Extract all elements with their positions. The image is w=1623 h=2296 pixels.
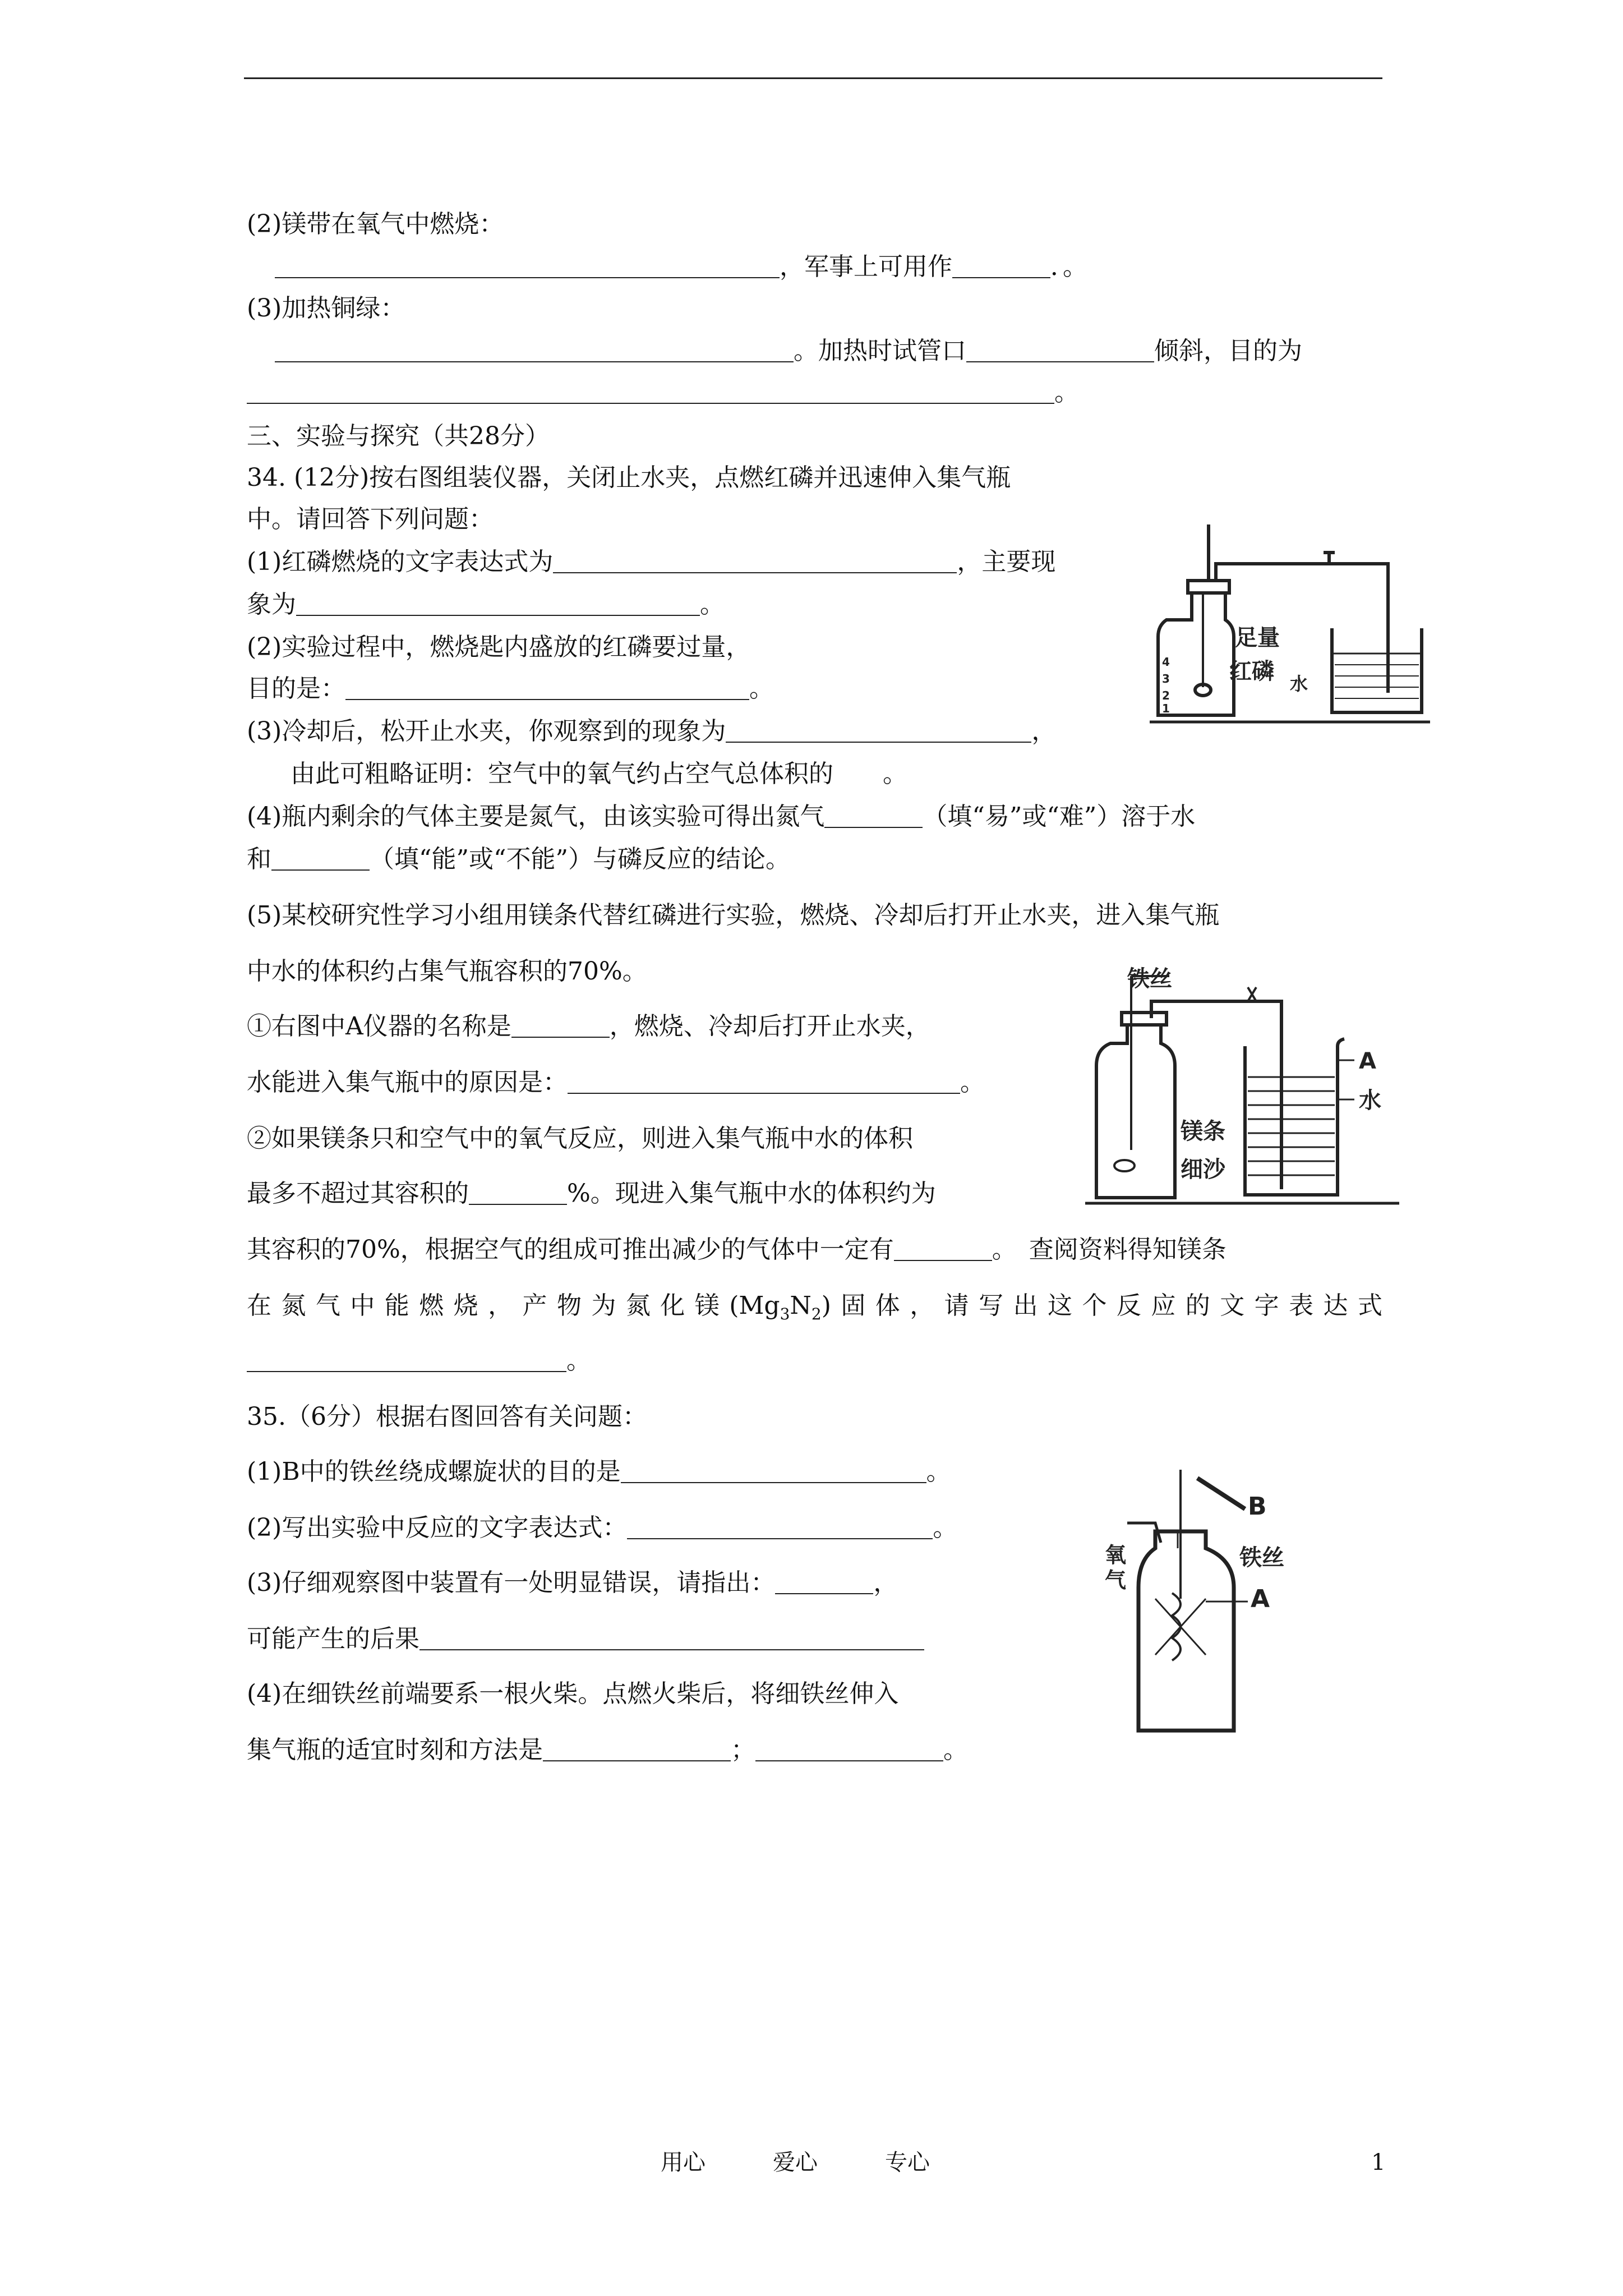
blank[interactable]	[568, 1070, 960, 1094]
q34-s2: ②如果镁条只和空气中的氧气反应，则进入集气瓶中水的体积	[247, 1124, 913, 1153]
scale-2: 2	[1162, 689, 1170, 702]
blank[interactable]	[271, 847, 370, 871]
q34-p2-cont: 目的是： 。	[247, 674, 774, 703]
q34-s2-cont: 最多不超过其容积的 %。现进入集气瓶中水的体积约为	[247, 1179, 936, 1208]
label-B: B	[1248, 1492, 1267, 1521]
q34-p4-cont: 和 （填“能”或“不能”）与磷反应的结论。	[247, 845, 790, 873]
q33-p2-line: ，军事上可用作 ．。	[275, 251, 1087, 283]
q34-s2-cont2: 其容积的70%，根据空气的组成可推出减少的气体中一定有 。 查阅资料得知镁条	[247, 1235, 1227, 1264]
blank[interactable]	[553, 550, 957, 573]
blank[interactable]	[824, 804, 923, 828]
blank[interactable]	[621, 1460, 926, 1483]
q35-intro: 35.（6分）根据右图回答有关问题：	[247, 1402, 647, 1431]
q34-p1: (1)红磷燃烧的文字表达式为 ，主要现	[247, 547, 1056, 576]
label-shui: 水	[1290, 673, 1308, 694]
blank[interactable]	[275, 255, 780, 278]
q35-p3: (3)仔细观察图中装置有一处明显错误，请指出： ，	[247, 1568, 898, 1597]
q34-s2-cont3: 在氮气中能燃烧，产物为氮化镁$(Mg_3N_2)$固体，请写出这个反应的文字表达式	[247, 1291, 1382, 1323]
blank[interactable]	[894, 1237, 992, 1261]
q35-p4-cont: 集气瓶的适宜时刻和方法是 ； 。	[247, 1736, 968, 1764]
label-A: A	[1359, 1048, 1376, 1074]
q34-s1-cont: 水能进入集气瓶中的原因是： 。	[247, 1068, 985, 1097]
blank[interactable]	[247, 1349, 566, 1372]
q33-p3-tail: 。	[247, 377, 1079, 408]
label-meitiao: 镁条	[1181, 1119, 1225, 1144]
label-zuliang: 足量	[1235, 625, 1280, 651]
q34-p3-cont: 由此可粗略证明：空气中的氧气约占空气总体积的 。	[291, 760, 907, 788]
q34-p5: (5)某校研究性学习小组用镁条代替红磷进行实验，燃烧、冷却后打开止水夹，进入集气瓶	[247, 901, 1220, 930]
label-shui: 水	[1359, 1088, 1381, 1114]
section-title: 三、实验与探究（共28分）	[247, 422, 550, 450]
label-A: A	[1251, 1585, 1270, 1613]
q34-p2: (2)实验过程中，燃烧匙内盛放的红磷要过量，	[247, 633, 751, 661]
q34-p5-cont: 中水的体积约占集气瓶容积的70%。	[247, 957, 647, 986]
scale-3: 3	[1162, 672, 1170, 685]
label-yang: 氧	[1105, 1543, 1127, 1567]
figure-iron-wire-oxygen	[1077, 1470, 1312, 1739]
q35-p3-cont: 可能产生的后果	[247, 1623, 924, 1655]
label-tiesi: 铁丝	[1127, 966, 1172, 992]
blank[interactable]	[296, 592, 700, 616]
page-number: 1	[1371, 2150, 1386, 2175]
q34-s2-cont4: 。	[247, 1345, 591, 1377]
label-tiesi: 铁丝	[1239, 1545, 1284, 1571]
q33-p3-line: 。加热时试管口 倾斜，目的为	[275, 335, 1302, 367]
figure-magnesium-apparatus	[1085, 965, 1399, 1206]
q35-p1: (1)B中的铁丝绕成螺旋状的目的是 。	[247, 1457, 951, 1486]
label-qi: 气	[1105, 1568, 1127, 1593]
blank[interactable]	[247, 380, 1054, 404]
q34-intro-2: 中。请回答下列问题：	[247, 505, 494, 533]
blank[interactable]	[419, 1627, 924, 1650]
q34-p3: (3)冷却后，松开止水夹，你观察到的现象为 ，	[247, 717, 1057, 746]
q34-s1: ①右图中A仪器的名称是 ，燃烧、冷却后打开止水夹，	[247, 1012, 930, 1041]
q35-p2: (2)写出实验中反应的文字表达式： 。	[247, 1513, 958, 1542]
footer-text-2: 爱心	[773, 2150, 818, 2175]
label-xisha: 细沙	[1181, 1157, 1225, 1182]
scale-4: 4	[1162, 655, 1170, 669]
q33-p2-label: (2)镁带在氧气中燃烧：	[247, 210, 504, 238]
footer-text-1: 用心	[661, 2150, 706, 2175]
q34-intro-1: 34. (12分)按右图组装仪器，关闭止水夹，点燃红磷并迅速伸入集气瓶	[247, 463, 1011, 492]
q34-p1-cont: 象为 。	[247, 590, 725, 619]
blank[interactable]	[345, 677, 749, 700]
blank[interactable]	[775, 1571, 873, 1594]
blank[interactable]	[627, 1516, 933, 1539]
blank[interactable]	[726, 719, 1031, 743]
scale-1: 1	[1162, 702, 1170, 715]
header-rule	[244, 77, 1382, 79]
q35-p4: (4)在细铁丝前端要系一根火柴。点燃火柴后，将细铁丝伸入	[247, 1680, 899, 1708]
blank[interactable]	[511, 1014, 610, 1038]
figure-phosphorus-apparatus	[1150, 519, 1430, 732]
blank[interactable]	[755, 1738, 943, 1761]
blank[interactable]	[275, 339, 794, 362]
footer-text-3: 专心	[885, 2150, 930, 2175]
blank[interactable]	[966, 339, 1154, 362]
blank[interactable]	[469, 1181, 567, 1205]
q34-p4: (4)瓶内剩余的气体主要是氮气，由该实验可得出氮气 （填“易”或“难”）溶于水	[247, 802, 1196, 831]
label-honglin: 红磷	[1229, 659, 1274, 684]
q33-p3-label: (3)加热铜绿：	[247, 294, 405, 323]
blank[interactable]	[952, 255, 1050, 278]
blank[interactable]	[543, 1738, 731, 1761]
